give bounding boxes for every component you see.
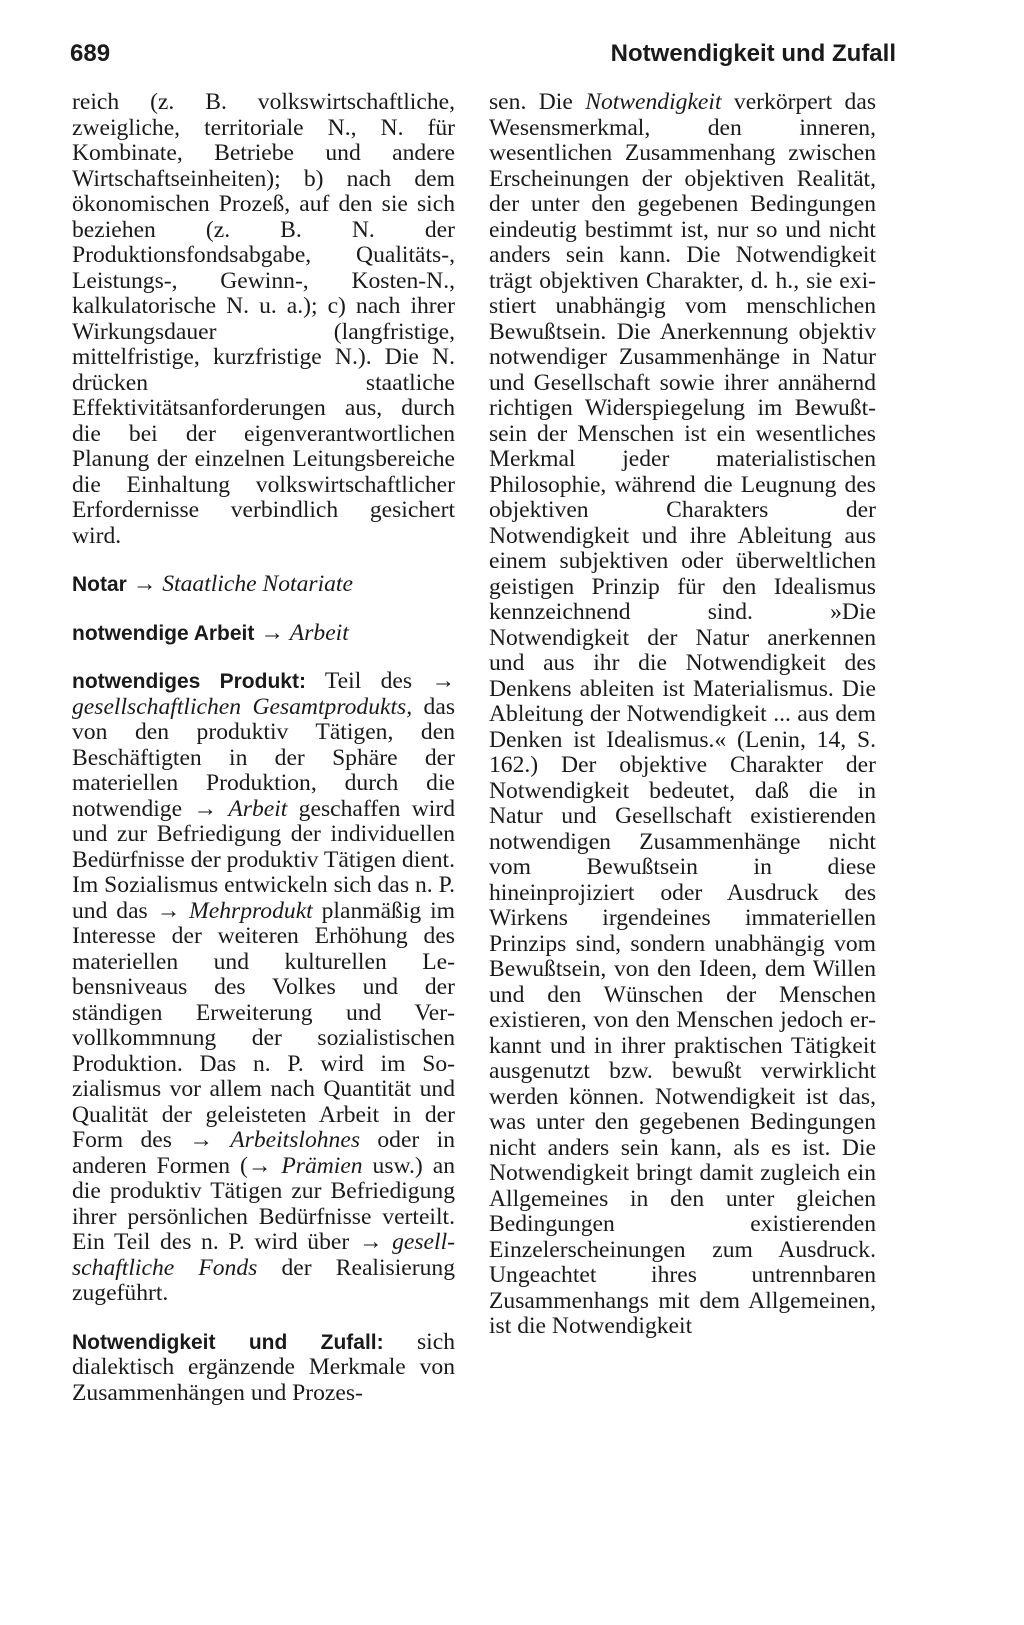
entry-text: usw.) an die produktiv Tätigen zur Befriedigung ihrer persönlichen Bedürfnisse verteilt. Ein Teil des n. P. wird über [72,1152,455,1255]
arrow-icon: → [247,1152,272,1179]
entry-norm-continuation [72,90,455,549]
entry-text: verkörpert das Wesensmerkmal, den inneren, wesentlichen Zusammenhang zwischen Erscheinungen der objektiven Realität, der unter den gegebenen Bedingungen eindeutig bestimmt ist, nur so und nicht anders sein kann. Die Notwendigkeit trägt objektiven Charakter, d. h., sie existiert unabhängig vom menschlichen Bewußtsein. Die Anerkennung objektiv notwendiger Zusammenhänge in Natur und Gesellschaft sowie ihrer annähernd richtigen Widerspiegelung im Bewußtsein der Menschen ist ein wesentliches Merkmal jeder materialistischen Philosophie, während die Leugnung des objektiven Charakters der Notwendigkeit und ihre Ableitung aus einem subjektiven oder überweltlichen geistigen Prinzip für den Idealismus kennzeichnend sind. »Die Notwendigkeit der Natur anerkennen und aus ihr die Notwendigkeit des Denkens ableiten ist Materialismus. Die Ableitung der Notwendigkeit ... aus dem Denken ist Idealismus.« (Lenin, 14, S. 162.) Der objektive Charakter der Notwendigkeit bedeutet, daß die in Natur und Gesellschaft existierenden notwendigen Zusammenhänge nicht vom Bewußtsein in diese hineinprojiziert oder Ausdruck des Wirkens irgendeines immateriellen Prinzips sind, sondern unabhängig vom Bewußtsein, von den Ideen, dem Willen und den Wünschen der Menschen existieren, von den Menschen jedoch erkannt und in ihrer praktischen Tätigkeit ausgenutzt bzw. bewußt verwirklicht werden können. Notwendigkeit ist das, was unter den gegebenen Bedingungen nicht anders sein kann, als es ist. Die Notwendigkeit bringt damit zugleich ein Allgemeines in den unter gleichen Bedingungen existierenden Einzelerscheinungen zum Ausdruck. Ungeachtet ihres untrennbaren Zusammenhangs mit dem Allgemeinen, ist die Notwendigkeit [489,89,876,1339]
cross-reference: Arbeit [228,795,288,822]
cross-reference: Staatliche Notariate [162,571,353,597]
emphasis: Notwendigkeit [585,89,722,115]
arrow-icon: → [132,571,157,597]
entry-notwendigkeit-und-zufall-continued [489,90,876,1340]
entry-text: Teil des [305,668,432,694]
cross-reference: Arbeit [289,619,349,646]
left-column [72,90,455,1406]
cross-reference: Arbeitslohnes [230,1127,361,1153]
headword: Notwendigkeit und Zufall: [72,1330,384,1354]
entry-text: planmäßig im Interesse der weiteren Erhöhung des materiellen und kulturellen Lebensniveaus des Volkes und der ständigen Erweiterung und Vervollkommnung der sozialistischen Produktion. Das n. P. wird im Sozialismus vor allem nach Quantität und Qualität der geleisteten Arbeit in der Form des [72,897,455,1153]
entry-text: oder in anderen Formen ( [72,1127,455,1179]
arrow-icon: → [260,619,284,646]
entry-text: sen. Die [489,89,586,115]
headword: notwendige Arbeit [72,621,255,645]
page-header [0,40,1024,72]
arrow-icon: → [193,795,218,822]
entry-notar [72,572,455,598]
cross-reference: Mehrprodukt [189,897,313,924]
entry-text: reich (z. B. volkswirtschaftliche, zweigliche, territoriale N., N. für Kombinate, Betriebe und andere Wirtschaftseinheiten); b) nach dem ökonomischen Prozeß, auf den sie sich beziehen (z. B. N. der Produktionsfondsabgabe, Qualitäts-, Leistungs-, Gewinn-, Kosten-N., kalkulatorische N. u. a.); c) nach ihrer Wirkungsdauer (langfristige, mittelfristige, kurzfristige N.). Die N. drücken staatliche Effektivitätsanforderungen aus, durch die bei der eigenverantwortlichen Planung der einzelnen Leitungsbereiche die Einhaltung volkswirtschaftlicher Erfordernisse verbindlich gesichert wird. [72,89,455,549]
headword: Notar [72,573,127,596]
page-number: 689 [70,40,111,67]
running-head: Notwendigkeit und Zufall [610,40,896,67]
entry-notwendige-arbeit [72,621,455,647]
entry-notwendiges-produkt [72,669,455,1307]
arrow-icon: → [189,1127,213,1153]
entry-notwendigkeit-und-zufall [72,1330,455,1407]
cross-reference: gesellschaftlichen Gesamtprodukts, [72,693,413,720]
right-column [489,90,876,1340]
arrow-icon: → [156,897,181,924]
cross-reference: gesellschaftliche Fonds [72,1229,455,1281]
entry-text: das von den produktiv Tätigen, den Beschäftigten in der Sphäre der materiellen Produktion, durch die notwendige [72,693,455,822]
entry-text: geschaffen wird und zur Befriedigung der individuellen Bedürfnisse der produktiv Tätigen dient. Im Sozialismus entwickeln sich das n. P. und das [72,795,456,924]
arrow-icon: → [431,668,455,694]
entry-text: sich dialektisch ergänzende Merkmale von Zusammenhängen und Prozes- [72,1328,455,1406]
cross-reference: Prämien [281,1152,363,1179]
headword: notwendiges Produkt: [72,670,306,693]
arrow-icon: → [358,1229,383,1255]
entry-text: der Realisierung zugeführt. [72,1254,456,1306]
